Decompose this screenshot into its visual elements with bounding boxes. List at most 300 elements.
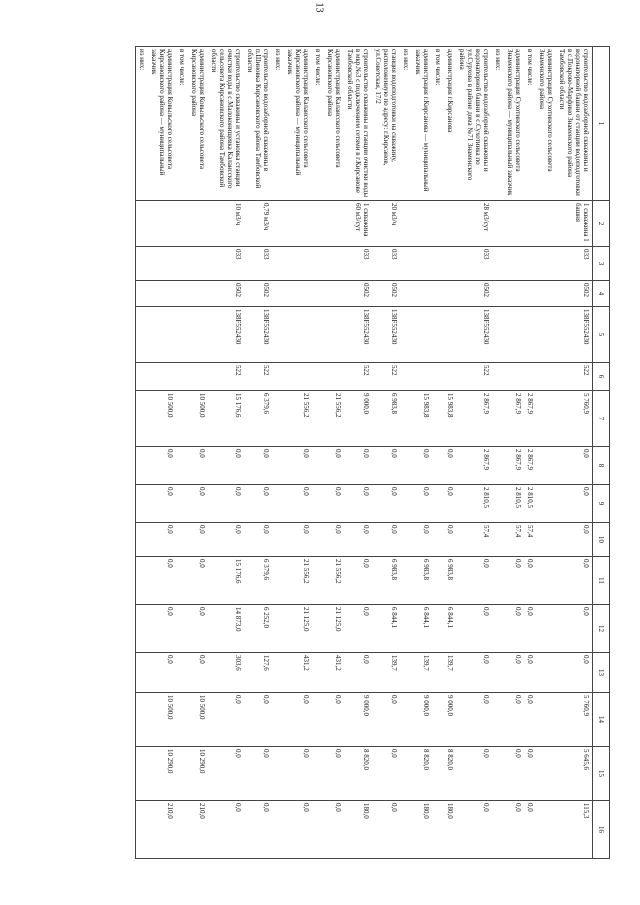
table-cell [188,201,208,247]
table-row [504,47,524,859]
table-cell: 0,0 [188,605,208,653]
table-cell [400,693,412,747]
row-label-cell: строительство водозаборной скважины и водонапорной башни в с.Сухотинка по ул.Сурхова в районе дома №71 Знаменского района [456,47,492,201]
table-cell [284,201,312,247]
table-row [524,47,536,859]
table-cell: 0502 [556,281,593,307]
table-cell: 138F552430 [372,307,400,363]
table-cell: 138F552430 [456,307,492,363]
column-number-7: 7 [593,391,610,447]
table-cell: 0,0 [208,693,244,747]
table-cell: 0,0 [188,447,208,485]
table-cell: 21 125,0 [284,605,312,653]
table-cell: 21 556,2 [324,391,344,447]
table-cell [272,801,284,859]
table-cell: 9 000,0 [344,391,372,447]
table-cell: 522 [556,363,593,391]
table-cell: 0,0 [208,747,244,801]
budget-table-sheet [32,46,610,858]
table-cell: 0,0 [504,653,524,693]
table-cell: 0,0 [372,447,400,485]
table-cell: 431,2 [324,653,344,693]
table-cell: 0,0 [456,557,492,605]
table-row [344,47,372,859]
table-cell: 6 983,8 [372,557,400,605]
table-cell [536,447,556,485]
column-number-11: 11 [593,557,610,605]
table-cell [536,391,556,447]
table-row [400,47,412,859]
table-cell: 10 290,0 [188,747,208,801]
table-cell: 0,0 [344,605,372,653]
table-cell [524,307,536,363]
table-cell: 0,0 [244,485,272,523]
table-cell [536,523,556,557]
table-cell [176,391,188,447]
table-cell [272,557,284,605]
table-cell [176,693,188,747]
table-cell: 138F552430 [556,307,593,363]
table-cell [432,363,444,391]
table-cell: 0,0 [208,485,244,523]
table-cell [272,605,284,653]
table-cell: 0,0 [556,605,593,653]
table-cell [432,391,444,447]
table-row [412,47,432,859]
table-row [432,47,444,859]
row-label-cell: строительство водозаборной скважины и водонапорной башни от станции водоподготовки в с.Покрово-Марфино Знаменского района Тамбовской области [556,47,593,201]
table-cell [400,557,412,605]
table-cell: 57,4 [456,523,492,557]
table-cell [524,201,536,247]
table-row [176,47,188,859]
table-cell: 033 [456,247,492,281]
table-cell [176,247,188,281]
table-cell [176,363,188,391]
table-cell: 15 983,8 [412,391,432,447]
table-row [208,47,244,859]
table-row [284,47,312,859]
table-cell [188,363,208,391]
table-cell [536,801,556,859]
table-row [188,47,208,859]
table-cell [400,281,412,307]
column-number-13: 13 [593,653,610,693]
table-cell: 0,0 [504,557,524,605]
table-cell [400,747,412,801]
table-cell [504,201,524,247]
table-cell: 522 [244,363,272,391]
table-cell [136,801,149,859]
table-cell [324,281,344,307]
table-row [536,47,556,859]
table-cell [536,605,556,653]
table-row [556,47,593,859]
table-cell: 303,6 [208,653,244,693]
table-cell [536,307,556,363]
table-cell [272,747,284,801]
table-cell [432,485,444,523]
table-cell: 139,7 [372,653,400,693]
table-cell: 0,0 [284,747,312,801]
table-cell: 0502 [344,281,372,307]
table-cell: 0,0 [244,801,272,859]
table-cell [136,485,149,523]
table-cell [536,201,556,247]
table-cell: 0502 [208,281,244,307]
table-cell [536,281,556,307]
row-label-cell: станция водоподготовки на скважину, расположенную по адресу: г.Кирсанов, ул.Советская, 17/2 [372,47,400,201]
table-cell [400,307,412,363]
table-cell: 0,0 [372,485,400,523]
table-cell: 0,0 [188,557,208,605]
table-cell [432,201,444,247]
table-cell: 522 [372,363,400,391]
row-label-cell: в том числе: [176,47,188,201]
table-cell [148,247,176,281]
table-row [148,47,176,859]
table-cell [324,363,344,391]
table-cell [400,201,412,247]
table-cell: 0,0 [556,523,593,557]
table-cell: 9 000,0 [412,693,432,747]
table-cell [432,447,444,485]
table-cell [148,363,176,391]
table-cell: 033 [372,247,400,281]
table-cell: 033 [208,247,244,281]
table-cell: 0502 [456,281,492,307]
row-label-cell: строительство водозаборной скважины в п.Шиновка Кирсановского района Тамбовской области [244,47,272,201]
table-cell: 1 скважина 60 м3/сут [344,201,372,247]
table-cell [176,605,188,653]
table-cell: 0,0 [504,747,524,801]
table-cell [536,363,556,391]
table-cell [492,281,504,307]
table-cell [312,801,324,859]
table-cell: 0,0 [344,485,372,523]
table-cell: 57,4 [504,523,524,557]
table-cell [312,363,324,391]
table-cell [176,747,188,801]
table-cell: 8 820,0 [444,747,456,801]
table-cell: 0,0 [444,447,456,485]
table-cell: 2 810,5 [524,485,536,523]
table-cell [492,693,504,747]
table-cell: 0,0 [244,747,272,801]
table-cell: 0,0 [188,653,208,693]
table-cell [312,557,324,605]
table-cell: 210,0 [188,801,208,859]
table-cell [492,307,504,363]
table-cell: 0,0 [324,447,344,485]
table-cell: 0,0 [444,523,456,557]
row-label-cell: администрация Ковыльского сельсовета Кирсановского района — муниципальный заказчик [148,47,176,201]
table-cell [188,247,208,281]
row-label-cell: из них: [492,47,504,201]
table-cell: 0,0 [148,557,176,605]
table-cell [176,801,188,859]
column-number-5: 5 [593,307,610,363]
table-cell [176,653,188,693]
table-cell: 0,0 [372,693,400,747]
table-cell: 0,0 [412,485,432,523]
table-cell: 0,0 [148,653,176,693]
table-cell: 6 983,8 [444,557,456,605]
table-cell: 0,0 [504,801,524,859]
column-number-8: 8 [593,447,610,485]
table-cell: 0,0 [372,801,400,859]
table-cell: 127,6 [244,653,272,693]
table-cell: 0,0 [372,747,400,801]
table-cell: 0,0 [456,653,492,693]
table-cell: 0,0 [324,693,344,747]
table-row [372,47,400,859]
table-cell: 15 983,8 [444,391,456,447]
table-cell: 0,0 [208,447,244,485]
table-row [312,47,324,859]
table-cell [504,363,524,391]
table-cell: 57,4 [524,523,536,557]
table-cell [176,281,188,307]
table-cell [536,557,556,605]
table-cell: 0,0 [504,605,524,653]
table-cell [324,307,344,363]
table-cell: 522 [208,363,244,391]
table-cell [312,447,324,485]
table-cell [432,307,444,363]
column-number-14: 14 [593,693,610,747]
table-cell [136,605,149,653]
table-cell [444,247,456,281]
table-cell [324,247,344,281]
table-cell: 10 м3/ч [208,201,244,247]
table-cell: 138F552430 [208,307,244,363]
table-cell: 0,0 [284,447,312,485]
table-cell [188,281,208,307]
table-cell: 0,0 [284,523,312,557]
table-cell: 0,0 [344,557,372,605]
table-cell: 0,0 [244,693,272,747]
table-cell: 0,0 [208,801,244,859]
table-cell: 0,0 [456,693,492,747]
table-cell: 5 760,9 [556,693,593,747]
table-cell [272,363,284,391]
table-cell: 2 810,5 [456,485,492,523]
table-cell: 0,0 [456,747,492,801]
table-cell: 10 500,0 [188,391,208,447]
table-cell: 210,0 [148,801,176,859]
table-cell [432,605,444,653]
table-cell [400,653,412,693]
table-cell: 0,0 [444,485,456,523]
table-cell: 0,0 [284,485,312,523]
table-cell [272,447,284,485]
table-cell [492,523,504,557]
table-cell: 8 820,0 [412,747,432,801]
table-cell [324,201,344,247]
table-cell [536,693,556,747]
table-cell [492,247,504,281]
table-cell [412,281,432,307]
table-cell [136,747,149,801]
table-cell [136,391,149,447]
table-cell [524,247,536,281]
table-cell: 0,0 [244,447,272,485]
table-cell: 180,0 [444,801,456,859]
table-cell: 0,0 [344,523,372,557]
table-cell [312,693,324,747]
column-number-10: 10 [593,523,610,557]
table-cell: 2 867,9 [524,447,536,485]
table-cell [176,307,188,363]
table-cell: 0,0 [284,801,312,859]
column-number-2: 2 [593,201,610,247]
table-cell [492,747,504,801]
row-label-cell: в том числе: [312,47,324,201]
table-cell [312,247,324,281]
table-cell [136,247,149,281]
column-number-4: 4 [593,281,610,307]
table-cell [432,281,444,307]
table-cell: 138F552430 [344,307,372,363]
row-label-cell: в том числе: [432,47,444,201]
table-cell [312,201,324,247]
table-cell [504,247,524,281]
table-cell: 21 125,0 [324,605,344,653]
table-cell: 0,79 м3/ч [244,201,272,247]
table-cell [492,653,504,693]
table-cell: 28 м3/сут [456,201,492,247]
table-cell [524,281,536,307]
table-cell: 139,7 [444,653,456,693]
column-number-15: 15 [593,747,610,801]
table-cell: 033 [556,247,593,281]
table-cell [148,201,176,247]
table-cell [312,747,324,801]
table-cell [412,247,432,281]
table-cell [284,281,312,307]
table-cell: 033 [344,247,372,281]
row-label-cell: администрация Сухотинского сельсовета Знаменского района — муниципальный заказчик [504,47,524,201]
table-cell: 0,0 [372,523,400,557]
budget-table [135,46,610,859]
table-cell [444,281,456,307]
table-cell [400,391,412,447]
table-cell: 6 983,8 [372,391,400,447]
row-label-cell: администрация Сухотинского сельсовета Знаменского района [536,47,556,201]
table-cell [536,747,556,801]
table-cell [136,447,149,485]
table-cell [312,485,324,523]
table-cell [400,605,412,653]
table-cell [432,747,444,801]
table-cell [536,653,556,693]
table-cell [176,557,188,605]
table-cell: 2 867,9 [524,391,536,447]
table-cell [492,485,504,523]
table-cell [492,363,504,391]
table-cell [504,281,524,307]
row-label-cell: строительство скважины и станции очистки воды в мкр.№3 с подключением сетями в г.Кирсанове Тамбовской области [344,47,372,201]
table-cell: 0,0 [344,653,372,693]
table-cell: 0,0 [524,693,536,747]
table-cell [536,485,556,523]
table-cell [312,653,324,693]
table-cell: 0,0 [556,557,593,605]
table-cell [272,201,284,247]
table-cell: 522 [456,363,492,391]
table-cell: 2 810,5 [504,485,524,523]
table-cell [432,247,444,281]
table-cell: 0,0 [524,747,536,801]
table-cell [136,557,149,605]
table-cell: 14 873,0 [208,605,244,653]
table-cell: 5 760,9 [556,391,593,447]
table-cell [148,307,176,363]
table-cell: 0,0 [148,605,176,653]
row-label-cell: администрация г.Кирсанова — муниципальный заказчик [412,47,432,201]
table-cell: 21 556,2 [284,391,312,447]
table-cell [400,523,412,557]
table-cell: 21 556,2 [284,557,312,605]
column-number-1: 1 [593,47,610,201]
column-number-12: 12 [593,605,610,653]
table-cell [136,307,149,363]
table-cell [312,605,324,653]
table-cell: 2 867,9 [504,447,524,485]
page-number: 13 [313,2,325,13]
table-cell [272,281,284,307]
row-label-cell: администрация г.Кирсанова [444,47,456,201]
table-cell: 15 176,6 [208,557,244,605]
table-cell [272,653,284,693]
row-label-cell: строительство скважины и установка станции очистки воды в с.Малоконищевка Калаисского сельсовета Кирсановского района Тамбовской области [208,47,244,201]
table-cell: 115,3 [556,801,593,859]
table-cell [176,485,188,523]
table-cell: 6 844,1 [444,605,456,653]
table-cell: 033 [244,247,272,281]
table-cell: 0,0 [324,485,344,523]
table-row [492,47,504,859]
table-cell: 0,0 [524,653,536,693]
table-cell: 522 [344,363,372,391]
table-cell: 0,0 [412,447,432,485]
table-cell: 0,0 [188,523,208,557]
table-cell: 0,0 [284,693,312,747]
table-cell: 431,2 [284,653,312,693]
table-cell [312,307,324,363]
table-cell [432,801,444,859]
table-cell: 0,0 [524,557,536,605]
table-cell: 180,0 [344,801,372,859]
table-cell: 0502 [244,281,272,307]
row-label-cell: администрация Калаисского сельсовета Кирсановского района [324,47,344,201]
table-cell: 15 176,6 [208,391,244,447]
row-label-cell: из них: [136,47,149,201]
table-cell [492,557,504,605]
table-row [324,47,344,859]
table-cell: 0,0 [148,447,176,485]
table-cell [312,281,324,307]
table-cell [148,281,176,307]
row-label-cell: в том числе: [524,47,536,201]
table-cell [312,391,324,447]
table-cell: 1 скважина 1 башня [556,201,593,247]
table-cell [284,247,312,281]
table-cell: 0,0 [524,605,536,653]
row-label-cell: из них: [272,47,284,201]
table-cell [432,653,444,693]
